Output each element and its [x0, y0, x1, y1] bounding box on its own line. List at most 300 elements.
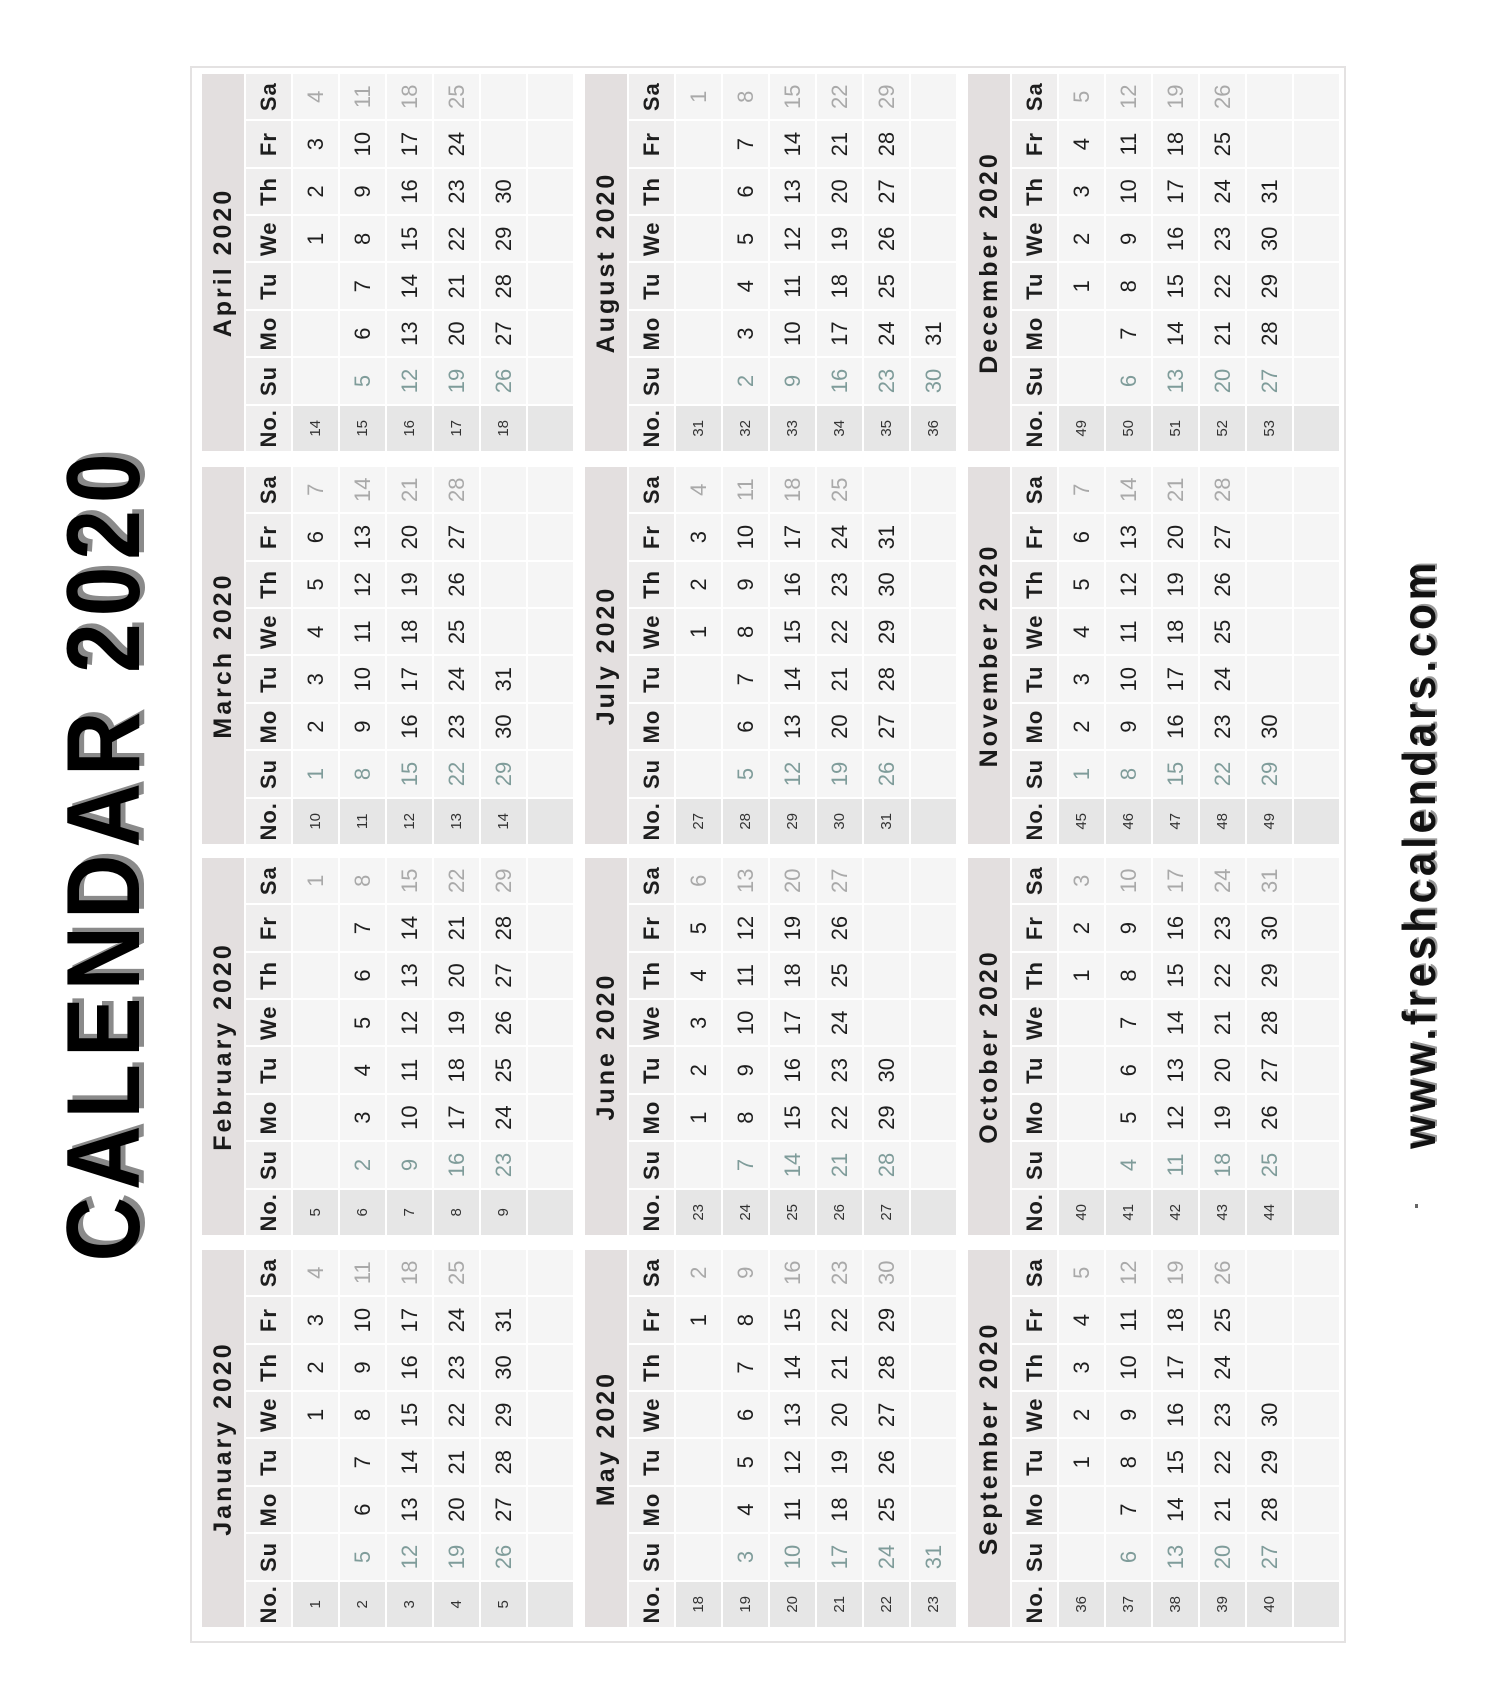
month-title: January 2020	[202, 1250, 244, 1627]
day-cell	[528, 1142, 573, 1187]
week-number: 20	[770, 1582, 815, 1627]
day-cell	[1294, 1000, 1339, 1045]
week-number: 29	[770, 799, 815, 844]
week-row	[387, 467, 432, 844]
day-cell: 3	[1059, 657, 1104, 702]
day-cell: 20	[387, 514, 432, 559]
week-number: 42	[1153, 1190, 1198, 1235]
week-row	[1106, 1250, 1151, 1627]
day-cell: 31	[1247, 169, 1292, 214]
day-cell: 29	[1247, 264, 1292, 309]
day-cell: 31	[911, 311, 956, 356]
day-cell: 17	[1153, 657, 1198, 702]
day-cell	[911, 1048, 956, 1093]
week-number	[1294, 1582, 1339, 1627]
day-cell: 6	[1106, 358, 1151, 403]
week-number: 7	[387, 1190, 432, 1235]
day-cell	[1247, 121, 1292, 166]
day-cell: 16	[1153, 1392, 1198, 1437]
day-header: Fr	[246, 121, 291, 166]
day-cell: 15	[387, 216, 432, 261]
day-cell	[481, 121, 526, 166]
week-row	[864, 74, 909, 451]
day-cell: 15	[770, 1297, 815, 1342]
day-cell: 19	[1200, 1095, 1245, 1140]
day-cell: 27	[817, 858, 862, 903]
month-title: June 2020	[585, 858, 627, 1235]
day-cell	[1294, 562, 1339, 607]
week-row	[676, 858, 721, 1235]
day-cell: 4	[1059, 609, 1104, 654]
day-cell	[1294, 657, 1339, 702]
day-cell: 8	[340, 216, 385, 261]
day-cell: 30	[1247, 1392, 1292, 1437]
day-header: No.	[629, 1582, 674, 1627]
day-cell: 5	[1059, 1250, 1104, 1295]
day-cell: 19	[1153, 1250, 1198, 1295]
day-header: Mo	[1012, 704, 1057, 749]
day-cell: 18	[817, 1487, 862, 1532]
day-cell: 29	[864, 1297, 909, 1342]
day-cell	[481, 1250, 526, 1295]
day-cell: 11	[1106, 121, 1151, 166]
day-cell: 23	[434, 1345, 479, 1390]
day-cell: 1	[1059, 953, 1104, 998]
week-number: 40	[1247, 1582, 1292, 1627]
week-number: 48	[1200, 799, 1245, 844]
day-cell	[1294, 467, 1339, 512]
week-number: 35	[864, 406, 909, 451]
day-header: Fr	[246, 905, 291, 950]
day-cell: 6	[676, 858, 721, 903]
day-cell	[1294, 953, 1339, 998]
day-cell: 11	[770, 264, 815, 309]
day-header: Fr	[629, 121, 674, 166]
month-september	[968, 1250, 1339, 1627]
day-header: Tu	[629, 264, 674, 309]
week-number	[911, 1190, 956, 1235]
day-cell: 21	[434, 1440, 479, 1485]
day-cell: 10	[1106, 169, 1151, 214]
day-header: Su	[246, 1534, 291, 1579]
day-cell: 17	[770, 1000, 815, 1045]
day-cell: 8	[723, 1297, 768, 1342]
week-number: 27	[864, 1190, 909, 1235]
day-cell: 21	[434, 905, 479, 950]
day-cell: 29	[481, 751, 526, 796]
day-cell	[911, 1487, 956, 1532]
day-cell: 6	[1059, 514, 1104, 559]
day-cell: 31	[481, 1297, 526, 1342]
day-header-row	[629, 1250, 674, 1627]
website-link[interactable]: www.freshcalendars.com	[1393, 559, 1445, 1149]
day-cell	[911, 657, 956, 702]
day-header: Sa	[629, 74, 674, 119]
day-cell: 18	[1153, 1297, 1198, 1342]
day-cell: 5	[723, 1440, 768, 1485]
day-header: Tu	[246, 657, 291, 702]
day-cell: 19	[434, 1534, 479, 1579]
day-header: No.	[246, 1190, 291, 1235]
day-header: Sa	[1012, 1250, 1057, 1295]
month-december	[968, 74, 1339, 451]
day-cell: 28	[1247, 1000, 1292, 1045]
day-cell: 11	[340, 1250, 385, 1295]
week-row	[1153, 1250, 1198, 1627]
day-cell: 19	[817, 751, 862, 796]
day-header: Tu	[629, 657, 674, 702]
day-cell: 26	[434, 562, 479, 607]
day-cell: 13	[770, 169, 815, 214]
day-header: Su	[629, 358, 674, 403]
day-header: Sa	[246, 858, 291, 903]
week-number: 2	[340, 1582, 385, 1627]
day-cell: 27	[434, 514, 479, 559]
day-cell	[528, 1250, 573, 1295]
day-cell: 3	[676, 514, 721, 559]
day-cell	[293, 953, 338, 998]
week-row	[1106, 858, 1151, 1235]
day-cell: 13	[387, 953, 432, 998]
day-header: Su	[1012, 358, 1057, 403]
day-cell: 25	[1200, 1297, 1245, 1342]
day-header-row	[629, 467, 674, 844]
day-cell: 26	[1200, 562, 1245, 607]
day-cell	[1294, 1048, 1339, 1093]
week-row	[1059, 74, 1104, 451]
day-header: Th	[246, 169, 291, 214]
week-row	[1247, 467, 1292, 844]
day-cell: 1	[293, 751, 338, 796]
day-cell: 24	[434, 657, 479, 702]
week-number: 41	[1106, 1190, 1151, 1235]
day-cell: 29	[481, 858, 526, 903]
day-cell	[1294, 1487, 1339, 1532]
day-cell: 23	[864, 358, 909, 403]
day-cell: 27	[1247, 358, 1292, 403]
dash-mark	[1415, 1204, 1418, 1208]
week-row	[481, 858, 526, 1235]
week-number	[528, 406, 573, 451]
week-row	[676, 74, 721, 451]
day-cell	[293, 1000, 338, 1045]
day-cell: 7	[340, 264, 385, 309]
week-row	[723, 858, 768, 1235]
week-number: 28	[723, 799, 768, 844]
day-cell: 29	[481, 1392, 526, 1437]
day-cell: 17	[1153, 1345, 1198, 1390]
day-cell	[911, 1250, 956, 1295]
day-cell: 24	[1200, 858, 1245, 903]
day-cell	[293, 1487, 338, 1532]
week-row	[481, 1250, 526, 1627]
day-cell: 15	[387, 1392, 432, 1437]
day-cell: 26	[864, 216, 909, 261]
day-cell: 1	[676, 1297, 721, 1342]
day-header: No.	[246, 406, 291, 451]
day-cell: 12	[387, 1000, 432, 1045]
week-row	[434, 467, 479, 844]
week-row	[528, 858, 573, 1235]
day-cell: 26	[817, 905, 862, 950]
day-cell: 13	[770, 704, 815, 749]
day-cell: 17	[387, 121, 432, 166]
day-cell: 2	[293, 704, 338, 749]
week-row	[387, 858, 432, 1235]
day-cell: 20	[434, 311, 479, 356]
day-cell	[1059, 1487, 1104, 1532]
day-cell: 30	[911, 358, 956, 403]
day-cell: 3	[293, 121, 338, 166]
day-cell	[481, 562, 526, 607]
day-cell: 21	[1200, 311, 1245, 356]
week-number	[1294, 1190, 1339, 1235]
day-header: Th	[629, 953, 674, 998]
week-number: 17	[434, 406, 479, 451]
week-row	[528, 467, 573, 844]
day-cell: 12	[387, 1534, 432, 1579]
week-number: 34	[817, 406, 862, 451]
day-header: Mo	[629, 704, 674, 749]
week-row	[1247, 1250, 1292, 1627]
day-cell: 29	[864, 1095, 909, 1140]
day-cell	[1294, 704, 1339, 749]
day-cell	[1059, 311, 1104, 356]
day-cell: 1	[1059, 264, 1104, 309]
week-row	[434, 74, 479, 451]
day-cell: 15	[1153, 1440, 1198, 1485]
day-cell: 2	[340, 1142, 385, 1187]
day-cell: 4	[293, 609, 338, 654]
day-cell: 21	[1200, 1000, 1245, 1045]
day-header-row	[246, 1250, 291, 1627]
day-cell: 30	[481, 1345, 526, 1390]
day-cell: 25	[1200, 121, 1245, 166]
day-cell: 13	[1153, 358, 1198, 403]
day-cell: 16	[387, 1345, 432, 1390]
day-cell	[1294, 1142, 1339, 1187]
day-header: Su	[1012, 1142, 1057, 1187]
day-header: Su	[246, 751, 291, 796]
week-number: 49	[1059, 406, 1104, 451]
day-cell: 21	[817, 1142, 862, 1187]
week-row	[1153, 74, 1198, 451]
week-number: 1	[293, 1582, 338, 1627]
day-cell: 8	[1106, 953, 1151, 998]
day-header: Tu	[246, 1440, 291, 1485]
day-cell	[676, 264, 721, 309]
day-cell	[1247, 467, 1292, 512]
day-cell	[293, 264, 338, 309]
day-cell: 26	[1200, 74, 1245, 119]
day-cell: 10	[723, 514, 768, 559]
week-row	[434, 1250, 479, 1627]
day-cell	[528, 858, 573, 903]
week-number: 31	[864, 799, 909, 844]
day-cell: 22	[817, 1095, 862, 1140]
day-cell: 12	[1106, 1250, 1151, 1295]
day-cell: 28	[481, 264, 526, 309]
day-header: We	[246, 1000, 291, 1045]
day-cell	[293, 358, 338, 403]
day-cell	[481, 74, 526, 119]
day-cell: 10	[1106, 1345, 1151, 1390]
day-cell: 31	[911, 1534, 956, 1579]
day-cell: 9	[723, 1250, 768, 1295]
day-cell: 10	[340, 121, 385, 166]
day-cell	[528, 1048, 573, 1093]
day-header: Tu	[1012, 657, 1057, 702]
day-cell: 18	[387, 1250, 432, 1295]
day-cell: 5	[340, 1000, 385, 1045]
day-cell: 22	[434, 216, 479, 261]
day-cell: 25	[434, 1250, 479, 1295]
day-cell: 6	[1106, 1048, 1151, 1093]
week-row	[340, 467, 385, 844]
day-cell: 3	[676, 1000, 721, 1045]
day-cell: 14	[1153, 311, 1198, 356]
day-cell: 5	[340, 358, 385, 403]
day-cell: 27	[864, 1392, 909, 1437]
day-header: Su	[246, 1142, 291, 1187]
day-cell: 23	[817, 1250, 862, 1295]
day-cell: 12	[1106, 562, 1151, 607]
week-number: 30	[817, 799, 862, 844]
day-cell	[528, 1095, 573, 1140]
day-cell	[911, 264, 956, 309]
day-cell: 19	[434, 358, 479, 403]
week-number: 51	[1153, 406, 1198, 451]
day-cell: 6	[723, 1392, 768, 1437]
day-header: Mo	[1012, 1095, 1057, 1140]
day-cell: 22	[1200, 751, 1245, 796]
week-row	[1294, 1250, 1339, 1627]
day-cell: 31	[1247, 858, 1292, 903]
week-number: 44	[1247, 1190, 1292, 1235]
day-cell	[911, 858, 956, 903]
day-header-row	[1012, 1250, 1057, 1627]
day-cell: 8	[723, 609, 768, 654]
month-february	[202, 858, 573, 1235]
day-cell	[528, 311, 573, 356]
day-cell: 30	[481, 704, 526, 749]
day-cell: 24	[1200, 1345, 1245, 1390]
day-header: Mo	[629, 1095, 674, 1140]
day-header: Fr	[629, 905, 674, 950]
page-title: CALENDAR 2020	[46, 446, 162, 1262]
day-cell: 19	[434, 1000, 479, 1045]
week-row	[1247, 74, 1292, 451]
day-header: Su	[246, 358, 291, 403]
day-cell: 23	[1200, 1392, 1245, 1437]
day-cell: 19	[387, 562, 432, 607]
month-title: May 2020	[585, 1250, 627, 1627]
week-row	[770, 858, 815, 1235]
day-cell: 21	[1200, 1487, 1245, 1532]
day-header: Sa	[1012, 467, 1057, 512]
month-january	[202, 1250, 573, 1627]
day-cell: 26	[1200, 1250, 1245, 1295]
day-cell: 29	[481, 216, 526, 261]
month-october	[968, 858, 1339, 1235]
day-cell: 4	[723, 264, 768, 309]
day-cell: 27	[1200, 514, 1245, 559]
week-row	[770, 467, 815, 844]
day-cell: 2	[1059, 216, 1104, 261]
day-cell	[528, 467, 573, 512]
day-cell	[1059, 1534, 1104, 1579]
day-cell: 24	[434, 1297, 479, 1342]
day-cell	[864, 1000, 909, 1045]
day-cell: 18	[387, 74, 432, 119]
day-cell: 7	[340, 905, 385, 950]
day-header: No.	[1012, 799, 1057, 844]
day-cell: 6	[340, 311, 385, 356]
day-cell: 8	[723, 74, 768, 119]
day-cell	[1059, 1000, 1104, 1045]
week-number: 52	[1200, 406, 1245, 451]
day-cell	[911, 1345, 956, 1390]
day-cell: 19	[1153, 562, 1198, 607]
day-cell: 25	[434, 74, 479, 119]
day-header: Tu	[1012, 1048, 1057, 1093]
day-cell: 13	[1106, 514, 1151, 559]
day-cell	[528, 121, 573, 166]
week-row	[293, 74, 338, 451]
week-row	[1294, 858, 1339, 1235]
day-cell: 27	[864, 169, 909, 214]
week-row	[387, 74, 432, 451]
week-number: 46	[1106, 799, 1151, 844]
week-row	[817, 858, 862, 1235]
day-cell: 13	[387, 1487, 432, 1532]
day-cell	[911, 514, 956, 559]
week-number: 25	[770, 1190, 815, 1235]
day-header: Tu	[629, 1048, 674, 1093]
day-cell	[911, 751, 956, 796]
day-cell: 18	[770, 953, 815, 998]
day-cell: 30	[1247, 704, 1292, 749]
day-cell: 28	[864, 121, 909, 166]
week-row	[770, 1250, 815, 1627]
week-row	[723, 467, 768, 844]
week-row	[293, 467, 338, 844]
week-number: 16	[387, 406, 432, 451]
day-cell: 7	[723, 1142, 768, 1187]
day-cell	[1059, 1048, 1104, 1093]
day-cell: 22	[1200, 264, 1245, 309]
week-row	[864, 467, 909, 844]
month-title: December 2020	[968, 74, 1010, 451]
day-header: Sa	[629, 1250, 674, 1295]
month-title: March 2020	[202, 467, 244, 844]
week-row	[434, 858, 479, 1235]
week-number	[911, 799, 956, 844]
week-row	[723, 74, 768, 451]
day-cell	[293, 1095, 338, 1140]
day-header: We	[1012, 609, 1057, 654]
day-cell	[864, 858, 909, 903]
day-header: Fr	[1012, 514, 1057, 559]
day-header: Tu	[629, 1440, 674, 1485]
month-november	[968, 467, 1339, 844]
day-cell: 9	[1106, 216, 1151, 261]
day-cell: 13	[387, 311, 432, 356]
day-cell: 27	[1247, 1048, 1292, 1093]
day-cell: 26	[481, 1534, 526, 1579]
day-cell: 17	[770, 514, 815, 559]
day-cell: 1	[293, 858, 338, 903]
